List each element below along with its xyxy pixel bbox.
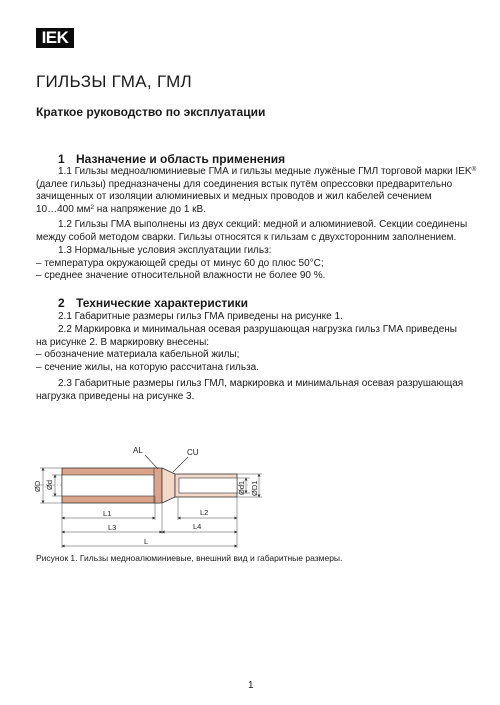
section-1-heading [58,152,285,166]
section-2-title: Технические характеристики [76,296,249,310]
label-l1: L1 [103,509,112,518]
label-cu: CU [187,448,199,457]
section-2-paragraph-2 [36,324,466,374]
leader-cu [173,457,188,472]
text-line: зачищенных от изоляции алюминиевых и медных проводов и жил кабелей сечением [36,191,432,202]
section-1-paragraph-2 [36,219,466,244]
list-item: – сечение жилы, на которую рассчитана гильза. [36,361,259,373]
section-1-number: 1 [58,152,65,166]
section-2-paragraph-1 [36,311,466,324]
label-l2: L2 [200,508,209,517]
list-item: – температура окружающей среды от минус 60 до плюс 50°С; [36,257,324,269]
text-line: 1.3 Нормальные условия эксплуатации гильз: [58,245,272,256]
text-line: 2.3 Габаритные размеры гильз ГМЛ, маркировка и минимальная осевая разрушающая [58,378,464,389]
section-1-paragraph-3 [36,245,466,283]
label-l: L [144,537,149,546]
copper-bore [179,478,237,493]
sleeve-drawing [0,438,500,568]
list-item: – обозначение материала кабельной жилы; [36,349,240,360]
leader-al [145,455,158,469]
text-line: 2.2 Маркировка и минимальная осевая разрушающая нагрузка гильз ГМА приведены [58,324,457,335]
label-l4: L4 [193,522,202,531]
text-line: 2.1 Габаритные размеры гильз ГМА приведены на рисунке 1. [58,311,343,322]
label-l3: L3 [108,523,117,532]
aluminium-bore [62,475,154,496]
label-d-outer: ØD [33,480,42,492]
page-title: ГИЛЬЗЫ ГМА, ГМЛ [36,72,192,91]
label-al: AL [133,446,143,455]
copper-neck [162,468,175,503]
label-d-inner: Ød [45,479,54,490]
iek-logo: IEK [36,28,74,48]
label-d1-inner: Ød1 [237,480,246,495]
label-d1-outer: ØD1 [250,480,259,496]
text-line: (далее гильзы) предназначены для соединения встык путём опрессовки предварительно [36,178,453,190]
text-line: на рисунке 2. В маркировку внесены: [36,336,210,348]
section-2-paragraph-3 [36,378,466,403]
text-line: между собой методом сварки. Гильзы относятся к гильзам с двухсторонним заполнением. [36,231,457,243]
section-2-heading [58,296,248,310]
section-1-paragraph-1 [36,166,477,216]
text-line: 1.2 Гильзы ГМА выполнены из двух секций: медной и алюминиевой. Секции соединены [58,219,468,230]
text-line: 10…400 $мм^2$ на напряжение до 1 кВ. [36,203,207,215]
text-line: 1.1 Гильзы медноалюминиевые ГМА и гильзы медные лужёные ГМЛ торговой марки IEK® [58,166,477,177]
page-number: 1 [248,680,254,691]
section-1-title: Назначение и область применения [76,152,286,166]
figure-caption: Рисунок 1. Гильзы медноалюминиевые, внешний вид и габаритные размеры. [36,553,343,563]
section-2-number: 2 [58,296,65,310]
text-line: нагрузка приведены на рисунке 3. [36,390,195,402]
page-subtitle: Краткое руководство по эксплуатации [36,105,266,119]
list-item: – среднее значение относительной влажности не более 90 %. [36,270,326,281]
